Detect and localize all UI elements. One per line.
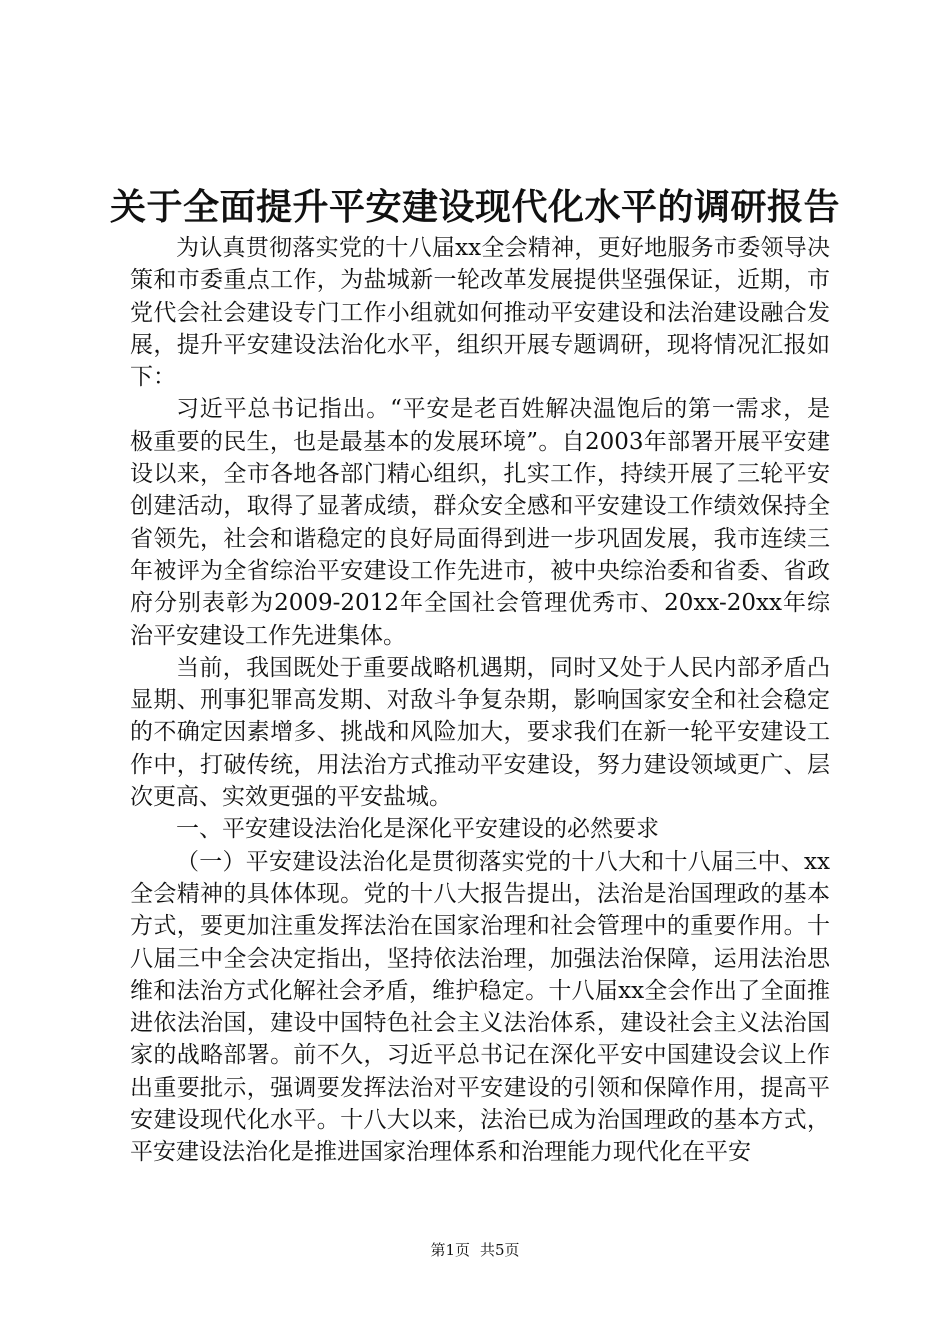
- paragraph-intro: 为认真贯彻落实党的十八届xx全会精神，更好地服务市委领导决策和市委重点工作，为盐城新一轮改革发展提供坚强保证，近期，市党代会社会建设专门工作小组就如何推动平安建设和法治建设融合发展，提升平安建设法治化水平，组织开展专题调研，现将情况汇报如下：: [130, 235, 830, 391]
- page-number: 第1页: [430, 1241, 470, 1259]
- paragraph-section-1-1: （一）平安建设法治化是贯彻落实党的十八大和十八届三中、xx全会精神的具体体现。党的十八大报告提出，法治是治国理政的基本方式，要更加注重发挥法治在国家治理和社会管理中的重要作用。十八届三中全会决定指出，坚持依法治理，加强法治保障，运用法治思维和法治方式化解社会矛盾，维护稳定。十八届xx全会作出了全面推进依法治国，建设中国特色社会主义法治体系，建设社会主义法治国家的战略部署。前不久，习近平总书记在深化平安中国建设会议上作出重要批示，强调要发挥法治对平安建设的引领和保障作用，提高平安建设现代化水平。十八大以来，法治已成为治国理政的基本方式，平安建设法治化是推进国家治理体系和治理能力现代化在平安: [130, 848, 830, 1166]
- paragraph-current-situation: 当前，我国既处于重要战略机遇期，同时又处于人民内部矛盾凸显期、刑事犯罪高发期、对敌斗争复杂期，影响国家安全和社会稳定的不确定因素增多、挑战和风险加大，要求我们在新一轮平安建设工作中，打破传统，用法治方式推动平安建设，努力建设领域更广、层次更高、实效更强的平安盐城。: [130, 654, 830, 811]
- section-heading-1: 一、平安建设法治化是深化平安建设的必然要求: [176, 816, 659, 843]
- page-total: 共5页: [480, 1241, 520, 1259]
- paragraph-background: 习近平总书记指出。“平安是老百姓解决温饱后的第一需求，是极重要的民生，也是最基本的发展环境”。自2003年部署开展平安建设以来，全市各地各部门精心组织，扎实工作，持续开展了三轮平安创建活动，取得了显著成绩，群众安全感和平安建设工作绩效保持全省领先，社会和谐稳定的良好局面得到进一步巩固发展，我市连续三年被评为全省综治平安建设工作先进市，被中央综治委和省委、省政府分别表彰为2009-2012年全国社会管理优秀市、20xx-20xx年综治平安建设工作先进集体。: [130, 396, 830, 649]
- page-footer: [0, 1240, 950, 1260]
- document-body: [130, 232, 830, 1169]
- document-title: 关于全面提升平安建设现代化水平的调研报告: [109, 186, 840, 228]
